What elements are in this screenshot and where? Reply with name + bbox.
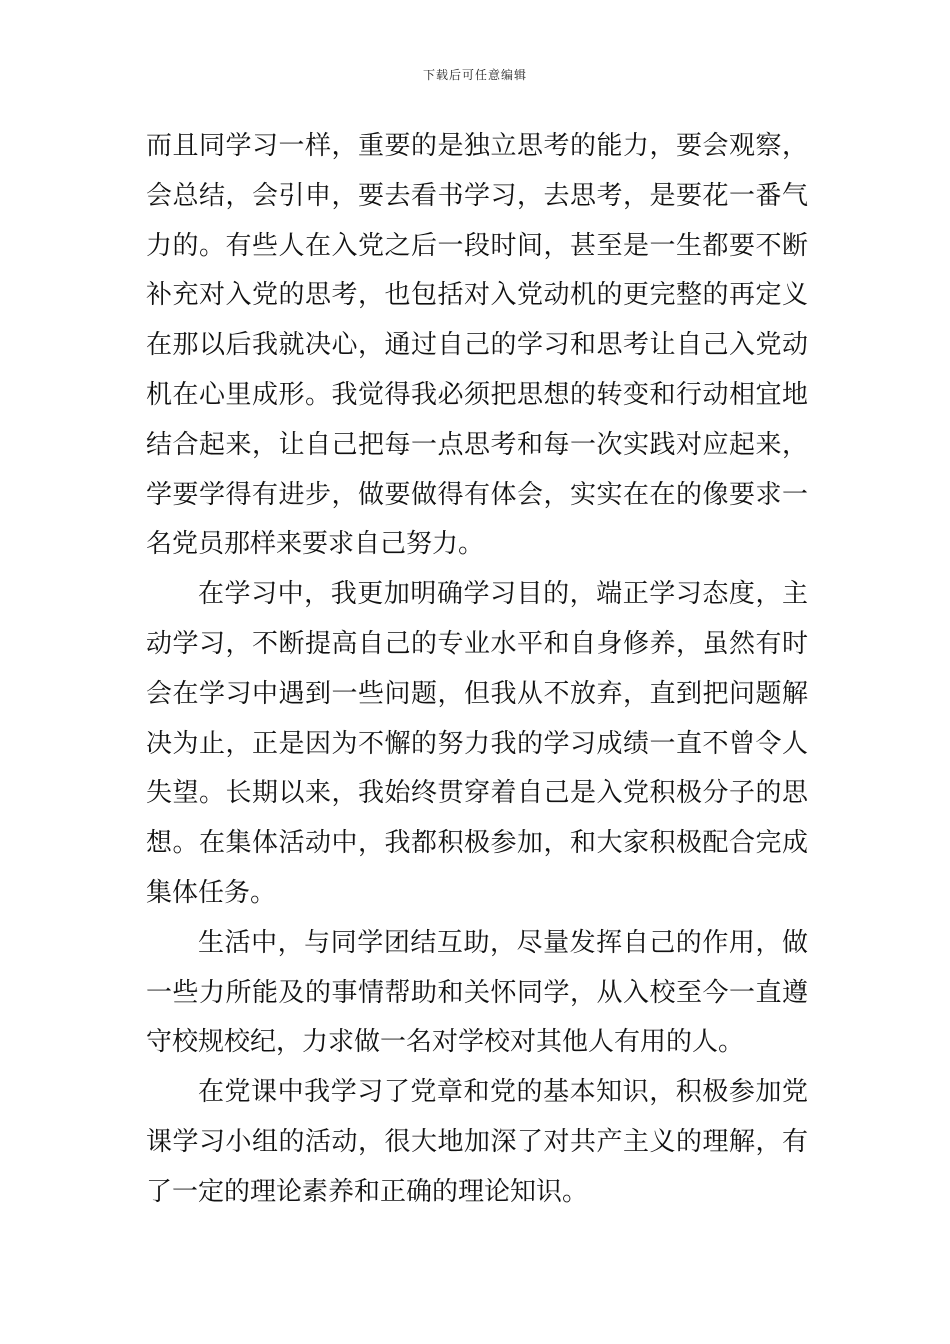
text-line: 在那以后我就决心，通过自己的学习和思考让自己入党动 (146, 330, 808, 361)
page-header: 下载后可任意编辑 (422, 68, 527, 82)
text-line: 名党员那样来要求自己努力。 (146, 529, 485, 560)
text-line: 机在心里成形。我觉得我必须把思想的转变和行动相宜地 (146, 379, 808, 410)
text-line: 会在学习中遇到一些问题，但我从不放弃，直到把问题解 (146, 678, 808, 709)
paragraph (146, 919, 808, 1068)
text-line: 而且同学习一样，重要的是独立思考的能力，要会观察， (146, 131, 808, 161)
text-line: 失望。长期以来，我始终贯穿着自己是入党积极分子的思 (146, 778, 808, 809)
text-line: 在学习中，我更加明确学习目的，端正学习态度，主 (198, 579, 808, 610)
text-line: 补充对入党的思考，也包括对入党动机的更完整的再定义 (146, 280, 808, 311)
text-line: 力的。有些人在入党之后一段时间，甚至是一生都要不断 (146, 230, 808, 261)
text-line: 在党课中我学习了党章和党的基本知识，积极参加党 (198, 1077, 808, 1108)
text-line: 动学习，不断提高自己的专业水平和自身修养，虽然有时 (146, 628, 808, 659)
paragraph (146, 1068, 808, 1217)
text-line: 结合起来，让自己把每一点思考和每一次实践对应起来， (146, 429, 808, 460)
text-line: 生活中，与同学团结互助，尽量发挥自己的作用，做 (198, 927, 808, 958)
paragraph (146, 122, 808, 570)
text-line: 课学习小组的活动，很大地加深了对共产主义的理解，有 (146, 1126, 808, 1157)
text-line: 学要学得有进步，做要做得有体会，实实在在的像要求一 (146, 479, 808, 510)
text-line: 集体任务。 (146, 877, 277, 908)
text-line: 一些力所能及的事情帮助和关怀同学，从入校至今一直遵 (146, 977, 808, 1008)
text-line: 守校规校纪，力求做一名对学校对其他人有用的人。 (146, 1027, 745, 1058)
document-body (146, 122, 808, 1218)
text-line: 了一定的理论素养和正确的理论知识。 (146, 1176, 589, 1207)
paragraph (146, 570, 808, 919)
text-line: 会总结，会引申，要去看书学习，去思考，是要花一番气 (146, 180, 808, 211)
text-line: 想。在集体活动中，我都积极参加，和大家积极配合完成 (146, 828, 808, 859)
text-line: 决为止，正是因为不懈的努力我的学习成绩一直不曾令人 (146, 728, 808, 759)
